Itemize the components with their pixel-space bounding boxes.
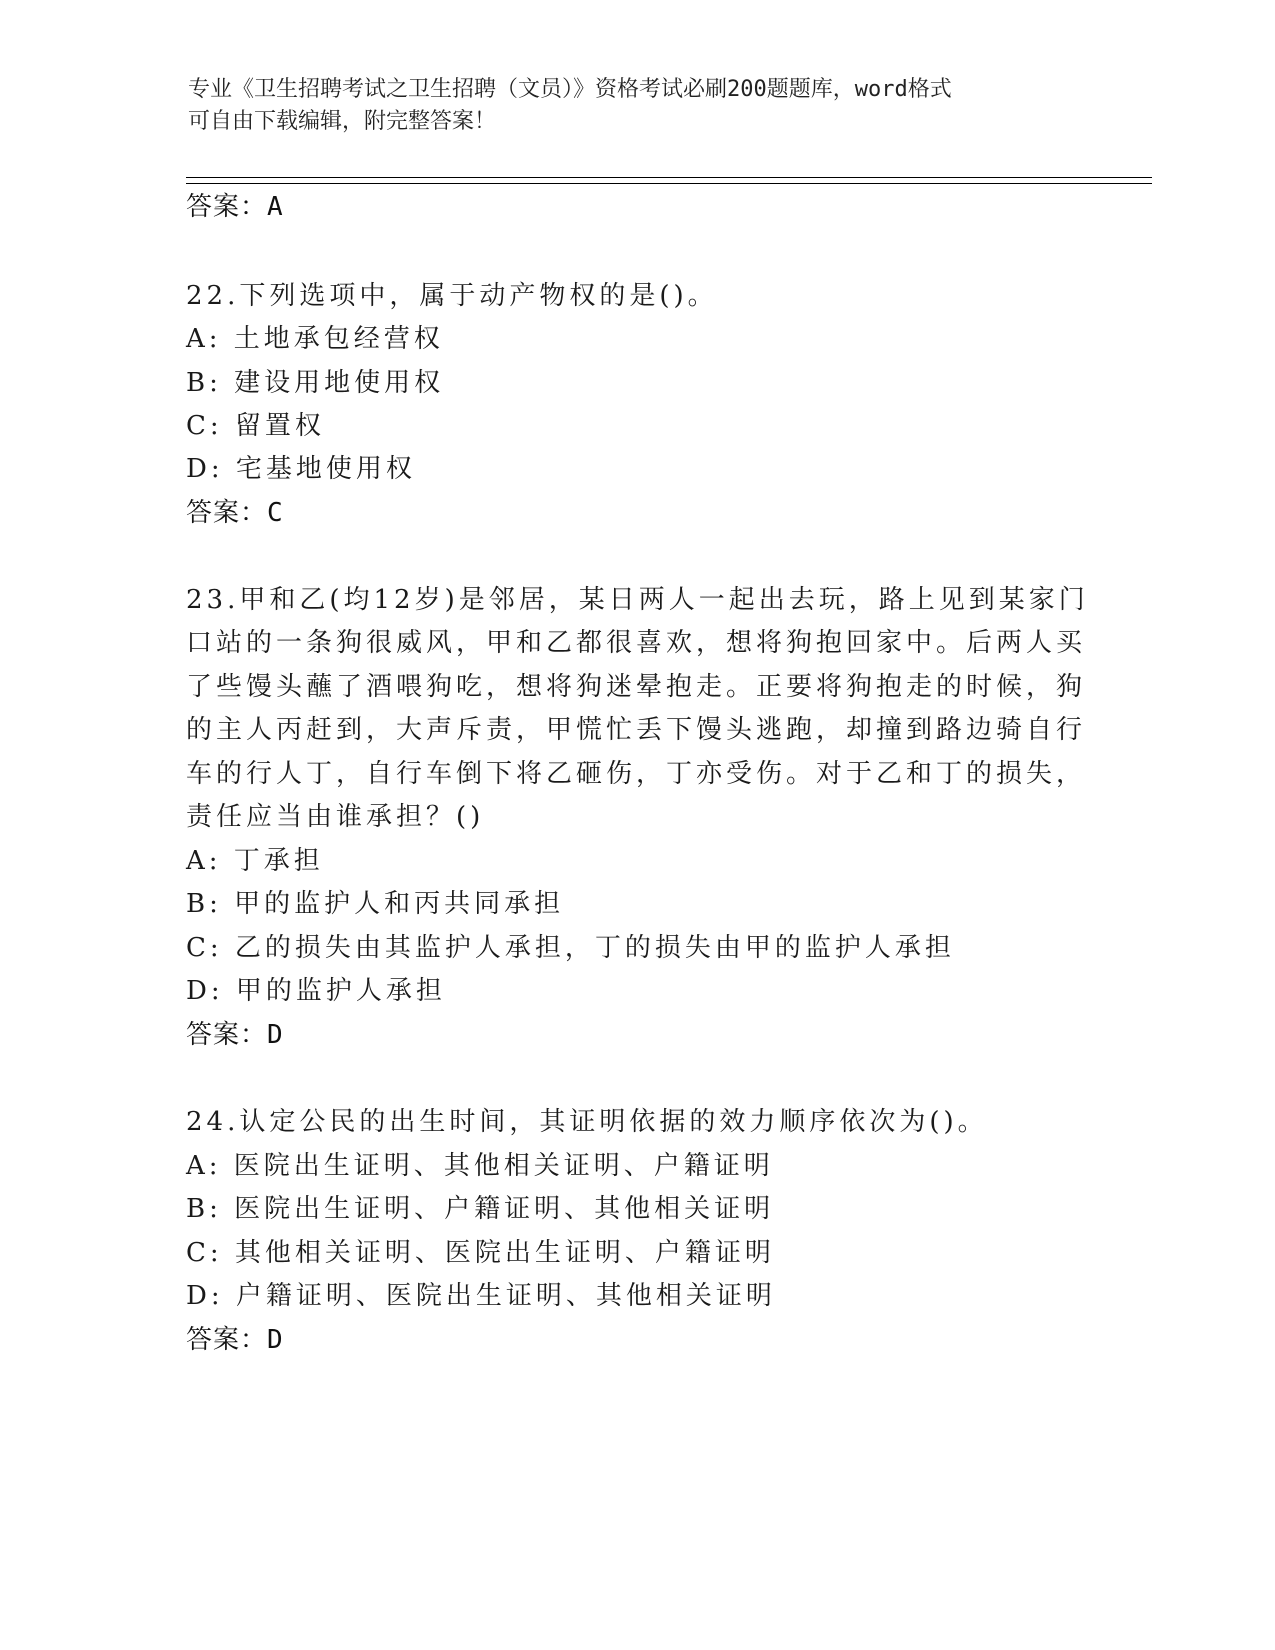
question-22-option-a: A: 土地承包经营权: [186, 324, 444, 354]
question-23-stem-line-6: 责任应当由谁承担？(): [186, 802, 485, 832]
answer-label: 答案：: [186, 498, 268, 528]
question-23-stem-line-2: 口站的一条狗很威风，甲和乙都很喜欢，想将狗抱回家中。后两人买: [186, 628, 1087, 658]
question-24-stem: 24.认定公民的出生时间，其证明依据的效力顺序依次为()。: [186, 1107, 988, 1137]
question-24-option-b: B: 医院出生证明、户籍证明、其他相关证明: [186, 1194, 775, 1224]
question-23-stem-line-4: 的主人丙赶到，大声斥责，甲慌忙丢下馒头逃跑，却撞到路边骑自行: [186, 715, 1087, 745]
question-23-stem-line-3: 了些馒头蘸了酒喂狗吃，想将狗迷晕抱走。正要将狗抱走的时候，狗: [186, 672, 1087, 702]
question-23-stem-line-1: 23.甲和乙(均12岁)是邻居，某日两人一起出去玩，路上见到某家门: [186, 585, 1089, 615]
question-24-answer: [186, 1319, 284, 1356]
question-23-option-a: A: 丁承担: [186, 846, 324, 876]
answer-line: [186, 186, 284, 223]
answer-label: 答案：: [186, 1325, 268, 1355]
question-23-option-d: D: 甲的监护人承担: [186, 976, 446, 1006]
question-22-stem: 22.下列选项中，属于动产物权的是()。: [186, 281, 718, 311]
question-23-option-b: B: 甲的监护人和丙共同承担: [186, 889, 565, 919]
question-23-stem-line-5: 车的行人丁，自行车倒下将乙砸伤，丁亦受伤。对于乙和丁的损失，: [186, 759, 1087, 789]
question-22-option-b: B: 建设用地使用权: [186, 368, 445, 398]
answer-value: D: [267, 1020, 284, 1050]
document-header: [188, 74, 1068, 138]
question-22-option-c: C: 留置权: [186, 411, 325, 441]
answer-value: C: [267, 498, 284, 528]
answer-label: 答案：: [186, 1020, 268, 1050]
answer-value: A: [267, 192, 284, 222]
header-line-2: 可自由下载编辑，附完整答案！: [188, 109, 497, 134]
question-24-option-d: D: 户籍证明、医院出生证明、其他相关证明: [186, 1281, 776, 1311]
question-24-option-a: A: 医院出生证明、其他相关证明、户籍证明: [186, 1151, 774, 1181]
answer-label: 答案：: [186, 192, 268, 222]
question-22-answer: [186, 492, 284, 529]
question-23-option-c: C: 乙的损失由其监护人承担，丁的损失由甲的监护人承担: [186, 933, 955, 963]
header-divider-top: [186, 177, 1152, 178]
header-divider-bottom: [186, 183, 1152, 184]
question-22-option-d: D: 宅基地使用权: [186, 454, 416, 484]
answer-value: D: [267, 1325, 284, 1355]
header-line-1: 专业《卫生招聘考试之卫生招聘（文员）》资格考试必刷200题题库，word格式: [188, 77, 952, 102]
question-24-option-c: C: 其他相关证明、医院出生证明、户籍证明: [186, 1238, 775, 1268]
question-23-answer: [186, 1014, 284, 1051]
